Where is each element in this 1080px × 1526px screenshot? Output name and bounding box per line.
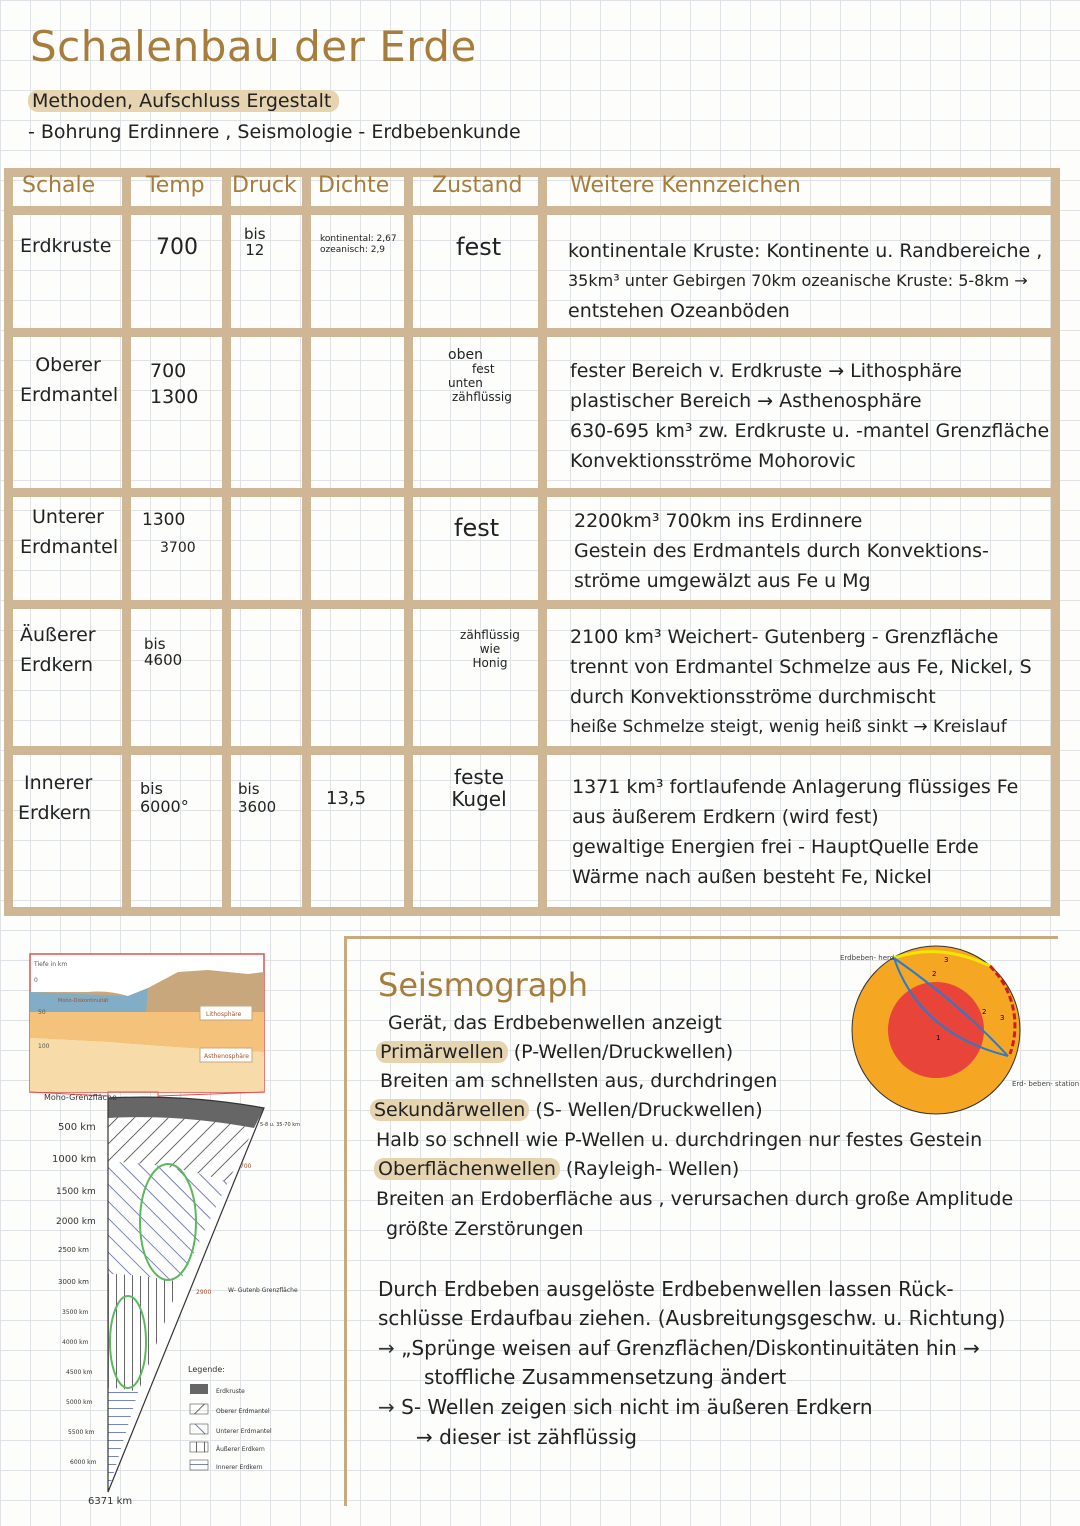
kennzeichen-line: fester Bereich v. Erdkruste → Lithosphäre bbox=[570, 360, 962, 382]
legend-title: Legende: bbox=[188, 1365, 226, 1374]
cell-kennzeichen bbox=[568, 236, 1042, 326]
zustand-line: oben bbox=[448, 347, 483, 363]
legend-swatch-crust bbox=[190, 1384, 208, 1394]
kennzeichen-line: Wärme nach außen besteht Fe, Nickel bbox=[572, 866, 932, 888]
zustand-line: fest bbox=[472, 362, 495, 376]
schale-line: Äußerer bbox=[20, 624, 96, 646]
cell-kennzeichen bbox=[574, 506, 989, 596]
depth-label: 1500 km bbox=[56, 1187, 96, 1197]
schale-line: Unterer bbox=[32, 506, 104, 528]
seismo-para-text: „Sprünge weisen auf Grenzflächen/Diskontinuitäten hin → bbox=[401, 1336, 980, 1360]
fig-num: 2 bbox=[982, 1008, 987, 1016]
sekundarwellen-label: Sekundärwellen bbox=[370, 1099, 529, 1121]
dichte-line: kontinental: 2,67 bbox=[320, 234, 397, 244]
mark-700: 700 bbox=[240, 1163, 252, 1170]
cell-zustand bbox=[444, 766, 514, 810]
fig-num: 3 bbox=[1000, 1014, 1005, 1022]
dichte-line: ozeanisch: 2,9 bbox=[320, 245, 386, 255]
kennzeichen-line: trennt von Erdmantel Schmelze aus Fe, Nickel, S bbox=[570, 656, 1032, 678]
legend-swatch-lower bbox=[190, 1424, 208, 1434]
zustand-line: zähflüssig bbox=[452, 390, 512, 404]
depth-label: 2000 km bbox=[56, 1217, 96, 1227]
schale-line: Innerer bbox=[24, 772, 93, 794]
temp-line: bis bbox=[144, 635, 166, 653]
cell-zustand bbox=[440, 628, 540, 670]
primarwellen-desc: (P-Wellen/Druckwellen) bbox=[513, 1041, 734, 1063]
temp-line: 3700 bbox=[160, 540, 196, 556]
oberflachenwellen-label: Oberflächenwellen bbox=[374, 1158, 560, 1180]
schale-line: Oberer bbox=[35, 354, 101, 376]
seismo-para bbox=[378, 1394, 873, 1420]
schale-line: Erdmantel bbox=[20, 384, 119, 406]
table-rule bbox=[4, 328, 1060, 337]
table-col-rule bbox=[122, 168, 131, 916]
seismograph-title: Seismograph bbox=[378, 966, 588, 1004]
table-col-rule bbox=[538, 168, 547, 916]
header-schale: Schale bbox=[22, 173, 96, 198]
kennzeichen-line: plastischer Bereich → Asthenosphäre bbox=[570, 390, 922, 412]
kennzeichen-line: Konvektionsströme Mohorovic bbox=[570, 450, 856, 472]
seismo-para: schlüsse Erdaufbau ziehen. (Ausbreitungsgeschw. u. Richtung) bbox=[378, 1306, 1006, 1330]
earth-layer-diagram bbox=[28, 952, 340, 1512]
cell-kennzeichen bbox=[570, 622, 1032, 742]
table-rule bbox=[4, 206, 1060, 215]
zustand-line: feste bbox=[454, 765, 504, 789]
fig-station-label: Erd- beben- station bbox=[1012, 1080, 1080, 1088]
zustand-line: Kugel bbox=[451, 787, 507, 811]
kennzeichen-line: entstehen Ozeanböden bbox=[568, 300, 790, 322]
cell-dichte: 13,5 bbox=[326, 788, 367, 809]
table-col-rule bbox=[1051, 168, 1060, 916]
legend-swatch-upper bbox=[190, 1404, 208, 1414]
earth-core-circle bbox=[888, 982, 987, 1078]
cell-schale: Erdkruste bbox=[20, 235, 112, 257]
cell-kennzeichen bbox=[572, 772, 1018, 892]
cell-dichte bbox=[320, 234, 397, 256]
fig-num: 2 bbox=[932, 970, 937, 978]
oberflachenwellen-desc: (Rayleigh- Wellen) bbox=[565, 1158, 740, 1180]
table-rule bbox=[4, 600, 1060, 609]
cell-zustand bbox=[448, 348, 512, 404]
depth-label: 3500 km bbox=[62, 1309, 89, 1316]
wave-figure bbox=[840, 944, 1080, 1120]
druck-line: bis bbox=[238, 780, 260, 798]
legend-swatch-outer bbox=[190, 1442, 208, 1452]
wave-propagation-figure bbox=[840, 944, 1080, 1120]
depth-small-50: 50 bbox=[38, 1009, 46, 1016]
cell-schale bbox=[20, 502, 119, 562]
moho-small: Moho-Diskontinuität bbox=[58, 998, 109, 1004]
seismo-para bbox=[378, 1335, 980, 1361]
kennzeichen-line: durch Konvektionsströme durchmischt bbox=[570, 686, 936, 708]
schale-line: Erdkern bbox=[20, 654, 94, 676]
cell-temp bbox=[142, 506, 196, 562]
seismo-line: Halb so schnell wie P-Wellen u. durchdringen nur festes Gestein bbox=[376, 1129, 983, 1151]
seismo-line bbox=[376, 1039, 733, 1065]
temp-line: 1300 bbox=[150, 386, 199, 408]
druck-line: 12 bbox=[245, 241, 265, 259]
kennzeichen-line: ströme umgewälzt aus Fe u Mg bbox=[574, 570, 871, 592]
kennzeichen-line: 2100 km³ Weichert- Gutenberg - Grenzfläche bbox=[570, 626, 999, 648]
zustand-line: wie bbox=[479, 642, 501, 656]
seismo-para: Durch Erdbeben ausgelöste Erdbebenwellen lassen Rück- bbox=[378, 1277, 954, 1301]
depth-label: 5000 km bbox=[66, 1399, 93, 1406]
sekundarwellen-desc: (S- Wellen/Druckwellen) bbox=[535, 1099, 763, 1121]
mark-2900: 2900 bbox=[196, 1289, 212, 1296]
kennzeichen-line: 35km³ unter Gebirgen 70km ozeanische Kruste: 5-8km → bbox=[568, 271, 1028, 290]
depth-label: 5500 km bbox=[68, 1429, 95, 1436]
table-rule bbox=[4, 907, 1060, 916]
cell-druck bbox=[244, 226, 266, 258]
cell-kennzeichen bbox=[570, 356, 1049, 476]
temp-line: 700 bbox=[150, 360, 187, 382]
seismo-para-text: S- Wellen zeigen sich nicht im äußeren Erdkern bbox=[401, 1395, 873, 1419]
kennzeichen-line: aus äußerem Erdkern (wird fest) bbox=[572, 806, 879, 828]
seismo-line bbox=[374, 1156, 739, 1182]
seismo-line: Gerät, das Erdbebenwellen anzeigt bbox=[388, 1012, 722, 1034]
seismo-para: stoffliche Zusammensetzung ändert bbox=[424, 1365, 787, 1389]
table-col-rule bbox=[302, 168, 311, 916]
zustand-line: Honig bbox=[472, 656, 508, 670]
cell-schale bbox=[18, 768, 92, 828]
druck-line: bis bbox=[244, 225, 266, 243]
header-druck: Druck bbox=[232, 173, 297, 198]
temp-line: 4600 bbox=[144, 651, 183, 669]
mark-58: 5-8 u. 35-70 km bbox=[260, 1122, 300, 1128]
header-temp: Temp bbox=[146, 173, 205, 198]
methods-heading: Methoden, Aufschluss Ergestalt bbox=[28, 90, 339, 112]
table-col-rule bbox=[222, 168, 231, 916]
depth-label: 1000 km bbox=[52, 1154, 97, 1165]
kennzeichen-line: Gestein des Erdmantels durch Konvektions- bbox=[574, 540, 989, 562]
depth-label: 2500 km bbox=[58, 1246, 89, 1254]
kennzeichen-line: 630-695 km³ zw. Erdkruste u. -mantel Grenzfläche bbox=[570, 420, 1050, 442]
kennzeichen-line: 2200km³ 700km ins Erdinnere bbox=[574, 510, 863, 532]
legend-label: Äußerer Erdkern bbox=[216, 1446, 265, 1453]
schale-line: Erdkern bbox=[18, 802, 92, 824]
cell-temp: 700 bbox=[156, 235, 198, 260]
kennzeichen-line: gewaltige Energien frei - HauptQuelle Erde bbox=[572, 836, 979, 858]
wg-label: W- Gutenb Grenzfläche bbox=[228, 1287, 298, 1294]
table-col-rule bbox=[404, 168, 413, 916]
legend-label: Erdkruste bbox=[216, 1388, 245, 1395]
cell-schale bbox=[20, 350, 119, 410]
legend-label: Oberer Erdmantel bbox=[216, 1408, 270, 1415]
temp-line: 1300 bbox=[142, 510, 186, 530]
wedge-inner-core bbox=[108, 1388, 138, 1492]
zustand-line: unten bbox=[448, 376, 483, 390]
header-dichte: Dichte bbox=[318, 173, 390, 198]
temp-line: 6000° bbox=[140, 797, 189, 816]
depth-label: 4500 km bbox=[66, 1369, 93, 1376]
seismo-line bbox=[370, 1097, 763, 1123]
fig-num: 3 bbox=[944, 956, 949, 964]
earth-section-figure bbox=[28, 952, 340, 1512]
depth-label: 6000 km bbox=[70, 1459, 97, 1466]
kennzeichen-line: kontinentale Kruste: Kontinente u. Randbereiche , bbox=[568, 240, 1043, 262]
depth-label: 3000 km bbox=[58, 1278, 89, 1286]
fig-num: 1 bbox=[936, 1034, 941, 1042]
page-title: Schalenbau der Erde bbox=[30, 22, 477, 71]
fig-herd-label: Erdbeben- herd bbox=[840, 954, 895, 962]
methods-line: - Bohrung Erdinnere , Seismologie - Erdbebenkunde bbox=[28, 121, 521, 143]
depth-small-0: 0 bbox=[34, 977, 38, 984]
kennzeichen-line: 1371 km³ fortlaufende Anlagerung flüssiges Fe bbox=[572, 776, 1019, 798]
legend-label: Unterer Erdmantel bbox=[216, 1428, 272, 1435]
depth-label: 4000 km bbox=[62, 1339, 89, 1346]
cell-temp bbox=[144, 636, 182, 668]
astheno-label: Asthenosphäre bbox=[204, 1053, 249, 1060]
schale-line: Erdmantel bbox=[20, 536, 119, 558]
litho-label: Lithosphäre bbox=[206, 1011, 242, 1018]
primarwellen-label: Primärwellen bbox=[376, 1041, 508, 1063]
legend-label: Innerer Erdkern bbox=[216, 1464, 263, 1471]
temp-line: bis bbox=[140, 779, 163, 798]
arrow-icon: → bbox=[378, 1336, 395, 1360]
depth-small-100: 100 bbox=[38, 1043, 50, 1050]
seismo-para: → dieser ist zähflüssig bbox=[416, 1425, 637, 1449]
cell-zustand: fest bbox=[454, 514, 500, 542]
table-col-rule bbox=[4, 168, 13, 916]
seismo-line: Breiten an Erdoberfläche aus , verursachen durch große Amplitude bbox=[376, 1188, 1014, 1210]
table-rule bbox=[4, 488, 1060, 497]
layer-table bbox=[4, 168, 1060, 916]
zustand-line: zähflüssig bbox=[460, 628, 520, 642]
cell-temp bbox=[140, 780, 189, 816]
header-zustand: Zustand bbox=[432, 173, 523, 198]
kennzeichen-line: heiße Schmelze steigt, wenig heiß sinkt → Kreislauf bbox=[570, 717, 1007, 737]
seismo-line: Breiten am schnellsten aus, durchdringen bbox=[380, 1070, 778, 1092]
table-rule bbox=[4, 746, 1060, 755]
legend-swatch-inner bbox=[190, 1460, 208, 1470]
cell-temp bbox=[150, 358, 198, 410]
druck-line: 3600 bbox=[238, 798, 277, 816]
tiefe-label: Tiefe in km bbox=[34, 961, 68, 968]
seismo-line: größte Zerstörungen bbox=[386, 1218, 584, 1240]
header-kennzeichen: Weitere Kennzeichen bbox=[570, 173, 801, 198]
cell-druck bbox=[238, 780, 276, 816]
moho-label: Moho-Grenzfläche bbox=[44, 1093, 117, 1102]
cell-schale bbox=[20, 620, 96, 680]
arrow-icon: → bbox=[378, 1395, 395, 1419]
cell-zustand: fest bbox=[456, 233, 502, 261]
depth-label: 6371 km bbox=[88, 1496, 133, 1507]
depth-label: 500 km bbox=[58, 1122, 96, 1133]
